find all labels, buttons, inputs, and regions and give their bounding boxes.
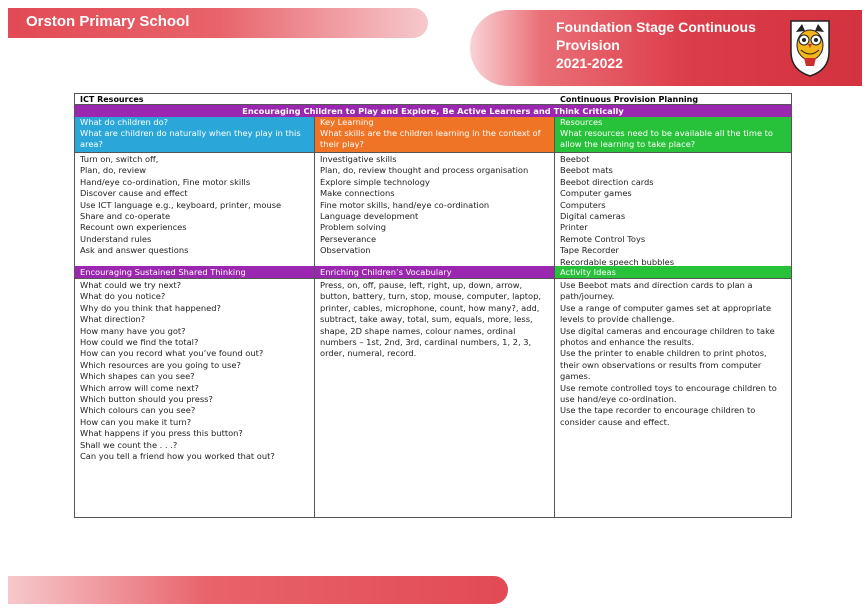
table-banner: Encouraging Children to Play and Explore, Be Active Learners and Think Critically <box>75 105 791 117</box>
title-line-2: Provision <box>556 37 620 53</box>
col3-question: What resources need to be available all the time to allow the learning to take place? <box>555 128 791 152</box>
list-item: Observation <box>320 245 371 256</box>
footer-banner <box>8 576 508 604</box>
vocabulary-text: Press, on, off, pause, left, right, up, down, arrow, button, battery, turn, stop, mouse, computer, laptop, printer, cables, microphone, count, how many?, add, subtract, take away, total, sum, equals, more, less, shape, 2D shape names, colour names, ordinal numbers – 1st, 2nd, 3rd, cardinal numbers, 1, 2, 3, order, numeral, record. <box>320 280 541 359</box>
list-item: How can you record what you’ve found out? <box>80 348 264 359</box>
col1-question: What are children do naturally when they play in this area? <box>75 128 315 152</box>
list-item: Computers <box>560 199 606 210</box>
list-item: Plan, do, review thought and process organisation <box>320 165 529 176</box>
list-item: Use remote controlled toys to encourage children to use hand/eye co-ordination. <box>560 382 777 405</box>
list-item: Problem solving <box>320 222 387 233</box>
list-item: What do you notice? <box>80 291 166 302</box>
list-item: Turn on, switch off, <box>80 154 159 164</box>
list-item: Remote Control Toys <box>560 233 646 244</box>
vocab-heading: Enriching Children’s Vocabulary <box>315 266 555 278</box>
list-item: Recordable speech bubbles <box>560 256 675 266</box>
col2-question: What skills are the children learning in the context of their play? <box>315 128 555 152</box>
list-item: Tape Recorder <box>560 245 619 256</box>
list-item: Which shapes can you see? <box>80 371 195 382</box>
resources-list <box>555 153 791 266</box>
provision-row <box>75 152 791 266</box>
list-item: Recount own experiences <box>80 222 187 233</box>
list-item: Use Beebot mats and direction cards to plan a path/journey. <box>560 280 753 302</box>
list-item: What happens if you press this button? <box>80 428 243 439</box>
list-item: Beebot direction cards <box>560 176 654 187</box>
list-item: Use the tape recorder to encourage children to consider cause and effect. <box>560 405 756 427</box>
list-item: Make connections <box>320 188 395 199</box>
list-item: Printer <box>560 222 588 233</box>
list-item: How can you make it turn? <box>80 416 192 427</box>
vocabulary-cell <box>315 279 555 517</box>
list-item: What direction? <box>80 314 146 325</box>
thinking-questions-list <box>75 279 315 517</box>
ideas-row <box>75 278 791 517</box>
list-item: Perseverance <box>320 233 377 244</box>
list-item: Use ICT language e.g., keyboard, printer, mouse <box>80 199 282 210</box>
list-item: Hand/eye co-ordination, Fine motor skills <box>80 176 251 187</box>
planning-label: Continuous Provision Planning <box>560 95 699 104</box>
title-line-3: 2021-2022 <box>556 55 623 71</box>
provision-table <box>74 93 792 518</box>
question-row <box>75 128 791 152</box>
list-item: Fine motor skills, hand/eye co-ordination <box>320 199 490 210</box>
key-learning-list <box>315 153 555 266</box>
subject-label: ICT Resources <box>80 95 144 104</box>
activity-heading: Activity Ideas <box>555 266 791 278</box>
list-item: Can you tell a friend how you worked that out? <box>80 451 275 462</box>
list-item: Why do you think that happened? <box>80 302 221 313</box>
list-item: Which resources are you going to use? <box>80 359 241 370</box>
title-line-1: Foundation Stage Continuous <box>556 19 756 35</box>
school-name: Orston Primary School <box>26 13 190 30</box>
list-item: Investigative skills <box>320 154 397 164</box>
list-item: Share and co-operate <box>80 211 171 222</box>
list-item: Use a range of computer games set at appropriate levels to provide challenge. <box>560 302 772 325</box>
list-item: Use digital cameras and encourage children to take photos and enhance the results. <box>560 325 775 348</box>
list-item: Which button should you press? <box>80 394 213 405</box>
thinking-heading: Encouraging Sustained Shared Thinking <box>75 266 315 278</box>
second-heading-row <box>75 266 791 278</box>
table-title-row <box>75 94 791 105</box>
list-item: How could we find the total? <box>80 337 199 348</box>
col1-heading: What do children do? <box>75 117 315 128</box>
list-item: Plan, do, review <box>80 165 146 176</box>
list-item: Ask and answer questions <box>80 245 189 256</box>
list-item: Explore simple technology <box>320 176 430 187</box>
list-item: Beebot mats <box>560 165 613 176</box>
list-item: Digital cameras <box>560 211 626 222</box>
col2-heading: Key Learning <box>315 117 555 128</box>
list-item: What could we try next? <box>80 280 182 290</box>
list-item: Language development <box>320 211 419 222</box>
list-item: Computer games <box>560 188 632 199</box>
list-item: How many have you got? <box>80 325 186 336</box>
title-spacer <box>315 94 555 104</box>
list-item: Use the printer to enable children to print photos, their own observations or results from computer games. <box>560 348 767 382</box>
heading-row <box>75 117 791 128</box>
owl-crest-icon <box>788 18 832 78</box>
col3-heading: Resources <box>555 117 791 128</box>
list-item: Understand rules <box>80 233 152 244</box>
children-do-list <box>75 153 315 266</box>
page-title <box>556 18 786 72</box>
list-item: Discover cause and effect <box>80 188 188 199</box>
list-item: Which colours can you see? <box>80 405 196 416</box>
activity-ideas-list <box>555 279 791 517</box>
list-item: Which arrow will come next? <box>80 382 199 393</box>
list-item: Shall we count the . . .? <box>80 439 178 450</box>
list-item: Beebot <box>560 154 590 164</box>
